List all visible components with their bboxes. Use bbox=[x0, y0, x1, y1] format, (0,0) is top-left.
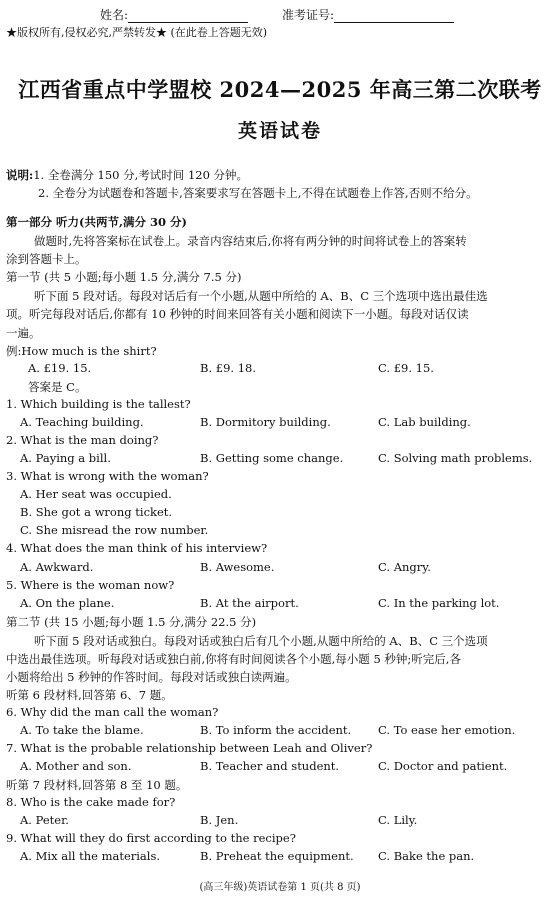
example-option-b: B. £9. 18. bbox=[200, 361, 256, 375]
section1-heading: 第一节 (共 5 小题;每小题 1.5 分,满分 7.5 分) bbox=[6, 270, 242, 284]
q7-option-b: B. Teacher and student. bbox=[200, 759, 340, 773]
q6-option-a: A. To take the blame. bbox=[20, 723, 144, 737]
q2-option-a: A. Paying a bill. bbox=[20, 451, 111, 465]
notes-label: 说明: bbox=[6, 168, 34, 182]
q4-option-c: C. Angry. bbox=[378, 560, 431, 574]
example-option-c: C. £9. 15. bbox=[378, 361, 434, 375]
name-blank bbox=[128, 10, 248, 23]
part1-intro-line2: 涂到答题卡上。 bbox=[6, 252, 87, 266]
example-option-a: A. £19. 15. bbox=[28, 361, 92, 375]
note-1-text: 1. 全卷满分 150 分,考试时间 120 分钟。 bbox=[33, 168, 249, 182]
name-field bbox=[100, 6, 248, 23]
q5-option-b: B. At the airport. bbox=[200, 596, 299, 610]
section1-para-line2: 项。听完每段对话后,你都有 10 秒钟的时间来回答有关小题和阅读下一小题。每段对话仅读 bbox=[6, 307, 469, 321]
exam-number-blank bbox=[334, 10, 454, 23]
question-3: 3. What is wrong with the woman? bbox=[6, 469, 209, 483]
section1-para-line3: 一遍。 bbox=[6, 326, 41, 340]
example-answer: 答案是 C。 bbox=[28, 380, 87, 394]
material-6-instruction: 听第 6 段材料,回答第 6、7 题。 bbox=[6, 688, 173, 702]
section1-para-line1: 听下面 5 段对话。每段对话后有一个小题,从题中所给的 A、B、C 三个选项中选出最佳选 bbox=[34, 289, 488, 303]
q5-option-c: C. In the parking lot. bbox=[378, 596, 500, 610]
section2-para-line1: 听下面 5 段对话或独白。每段对话或独白后有几个小题,从题中所给的 A、B、C 三个选项 bbox=[34, 634, 488, 648]
copyright-notice: ★版权所有,侵权必究,严禁转发★ (在此卷上答题无效) bbox=[6, 26, 268, 39]
question-7: 7. What is the probable relationship between Leah and Oliver? bbox=[6, 741, 373, 755]
page-footer: (高三年级)英语试卷第 1 页(共 8 页) bbox=[199, 882, 361, 893]
name-label: 姓名: bbox=[100, 8, 129, 22]
q3-option-b: B. She got a wrong ticket. bbox=[20, 505, 173, 519]
q9-option-c: C. Bake the pan. bbox=[378, 849, 475, 863]
q8-option-c: C. Lily. bbox=[378, 813, 418, 827]
q2-option-c: C. Solving math problems. bbox=[378, 451, 533, 465]
exam-subtitle: 英语试卷 bbox=[237, 120, 322, 142]
part1-intro-line1: 做题时,先将答案标在试卷上。录音内容结束后,你将有两分钟的时间将试卷上的答案转 bbox=[34, 234, 467, 248]
q6-option-b: B. To inform the accident. bbox=[200, 723, 352, 737]
question-4: 4. What does the man think of his interview? bbox=[6, 541, 268, 555]
q1-option-b: B. Dormitory building. bbox=[200, 415, 331, 429]
note-1 bbox=[6, 167, 248, 183]
question-8: 8. Who is the cake made for? bbox=[6, 795, 176, 809]
question-6: 6. Why did the man call the woman? bbox=[6, 705, 219, 719]
section2-para-line3: 小题将给出 5 秒钟的作答时间。每段对话或独白读两遍。 bbox=[6, 670, 297, 684]
exam-title: 江西省重点中学盟校 2024—2025 年高三第二次联考 bbox=[18, 77, 542, 102]
q1-option-c: C. Lab building. bbox=[378, 415, 471, 429]
q3-option-c: C. She misread the row number. bbox=[20, 523, 209, 537]
q7-option-a: A. Mother and son. bbox=[20, 759, 132, 773]
q2-option-b: B. Getting some change. bbox=[200, 451, 344, 465]
question-9: 9. What will they do first according to the recipe? bbox=[6, 831, 296, 845]
question-2: 2. What is the man doing? bbox=[6, 433, 159, 447]
exam-number-label: 准考证号: bbox=[282, 8, 335, 22]
section2-para-line2: 中选出最佳选项。听每段对话或独白前,你将有时间阅读各个小题,每小题 5 秒钟;听完后,各 bbox=[6, 652, 461, 666]
question-5: 5. Where is the woman now? bbox=[6, 578, 175, 592]
exam-number-field bbox=[282, 6, 454, 23]
q8-option-a: A. Peter. bbox=[20, 813, 69, 827]
q9-option-a: A. Mix all the materials. bbox=[20, 849, 161, 863]
q5-option-a: A. On the plane. bbox=[20, 596, 115, 610]
q9-option-b: B. Preheat the equipment. bbox=[200, 849, 354, 863]
q3-option-a: A. Her seat was occupied. bbox=[20, 487, 172, 501]
q7-option-c: C. Doctor and patient. bbox=[378, 759, 508, 773]
section2-heading: 第二节 (共 15 小题;每小题 1.5 分,满分 22.5 分) bbox=[6, 615, 257, 629]
part1-heading: 第一部分 听力(共两节,满分 30 分) bbox=[6, 215, 187, 229]
question-1: 1. Which building is the tallest? bbox=[6, 397, 191, 411]
q4-option-b: B. Awesome. bbox=[200, 560, 275, 574]
q8-option-b: B. Jen. bbox=[200, 813, 239, 827]
material-7-instruction: 听第 7 段材料,回答第 8 至 10 题。 bbox=[6, 778, 188, 792]
note-2: 2. 全卷分为试题卷和答题卡,答案要求写在答题卡上,不得在试题卷上作答,否则不给分。 bbox=[38, 186, 478, 200]
q6-option-c: C. To ease her emotion. bbox=[378, 723, 516, 737]
q4-option-a: A. Awkward. bbox=[20, 560, 94, 574]
example-question: 例:How much is the shirt? bbox=[6, 344, 157, 358]
q1-option-a: A. Teaching building. bbox=[20, 415, 144, 429]
